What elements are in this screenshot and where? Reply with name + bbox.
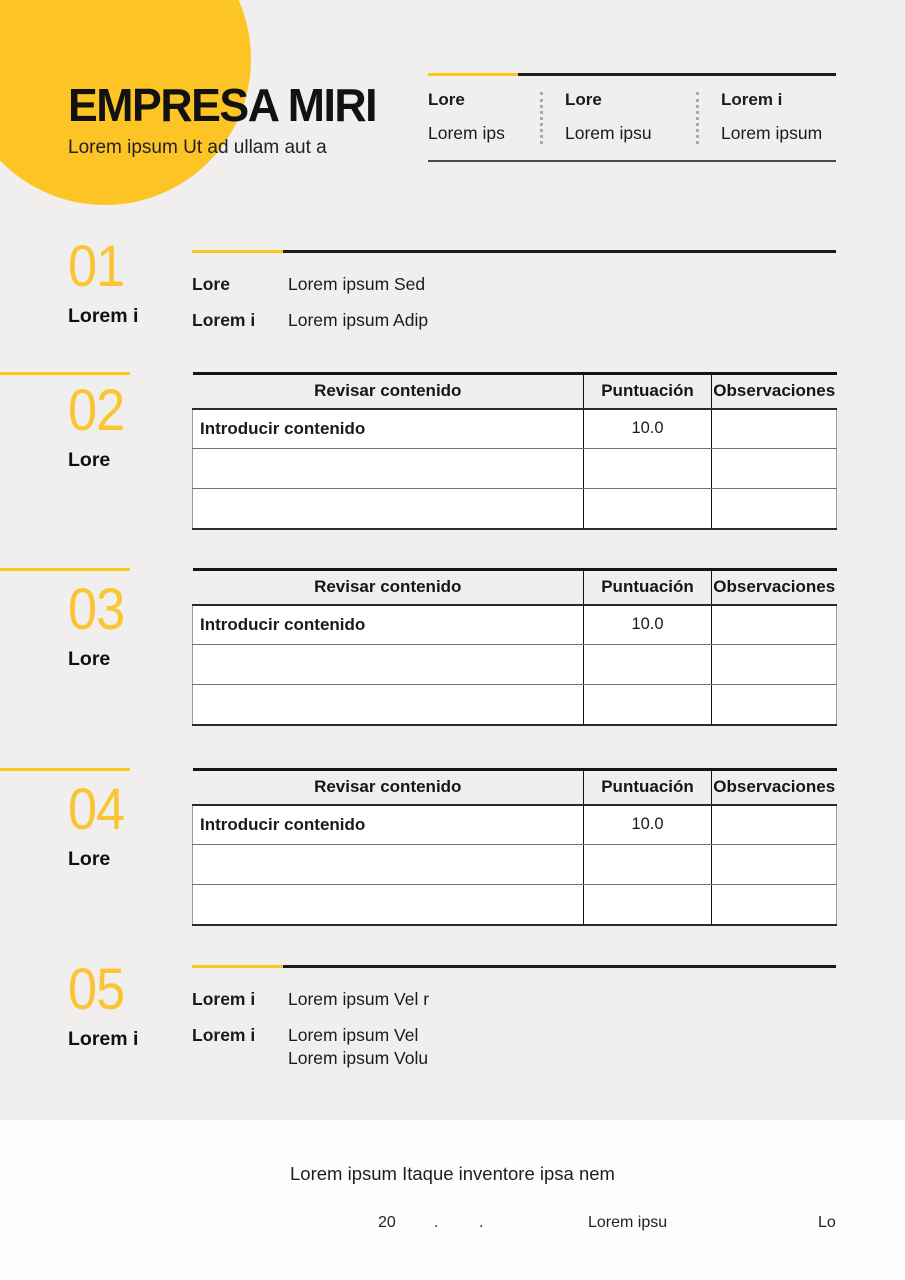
header-info-block — [428, 73, 836, 162]
content-cell[interactable] — [193, 845, 584, 885]
field-label: Lorem i — [192, 309, 256, 330]
footer-meta-row — [0, 1214, 905, 1234]
field-label: Lorem i — [192, 989, 256, 1009]
evaluation-table — [192, 372, 837, 530]
field-row — [192, 1024, 836, 1071]
table-header-revisar: Revisar contenido — [193, 570, 584, 605]
evaluation-table — [192, 568, 837, 726]
section-03-table — [192, 568, 836, 726]
field-label: Lore — [192, 274, 230, 294]
field-label: Lorem i — [192, 1024, 256, 1045]
section-number: 01 — [68, 234, 125, 299]
header-info-label: Lorem i — [721, 90, 783, 109]
section-02-sidebar — [68, 378, 131, 472]
header-info-value: Lorem ipsu — [565, 123, 652, 143]
content-cell[interactable] — [193, 449, 584, 489]
section-04-sidebar — [68, 777, 131, 871]
table-row — [193, 885, 837, 925]
field-row — [192, 273, 836, 297]
section-03-divider — [0, 568, 130, 571]
section-01-sidebar — [68, 234, 139, 328]
table-row — [193, 805, 837, 845]
section-name: Lore — [68, 847, 111, 870]
score-cell[interactable] — [584, 885, 712, 925]
table-header-puntuacion: Puntuación — [584, 770, 712, 805]
score-cell[interactable] — [584, 449, 712, 489]
observations-cell[interactable] — [712, 805, 837, 845]
section-rule-accent — [192, 250, 283, 253]
section-04-table — [192, 768, 836, 926]
observations-cell[interactable] — [712, 645, 837, 685]
header-info-columns — [428, 76, 836, 162]
table-header-puntuacion: Puntuación — [584, 374, 712, 409]
observations-cell[interactable] — [712, 885, 837, 925]
table-header-observaciones: Observaciones — [712, 374, 837, 409]
table-header-revisar: Revisar contenido — [193, 374, 584, 409]
section-02-divider — [0, 372, 130, 375]
score-cell[interactable] — [584, 645, 712, 685]
section-rule-accent — [192, 965, 283, 968]
table-header-row — [193, 374, 837, 409]
content-cell[interactable]: Introducir contenido — [193, 409, 584, 449]
header-info-label: Lore — [565, 90, 602, 109]
section-02-table — [192, 372, 836, 530]
table-row — [193, 845, 837, 885]
table-row — [193, 605, 837, 645]
section-number: 03 — [68, 577, 125, 642]
observations-cell[interactable] — [712, 605, 837, 645]
footer-meta-year: 20 — [378, 1214, 396, 1231]
section-number: 02 — [68, 378, 125, 443]
table-header-revisar: Revisar contenido — [193, 770, 584, 805]
table-row — [193, 409, 837, 449]
content-cell[interactable]: Introducir contenido — [193, 605, 584, 645]
field-value — [288, 1024, 428, 1071]
table-header-row — [193, 770, 837, 805]
brand-block — [68, 79, 386, 159]
section-name: Lore — [68, 448, 111, 471]
field-value-line: Lorem ipsum Volu — [288, 1048, 429, 1069]
section-rule — [192, 965, 836, 968]
score-cell[interactable]: 10.0 — [584, 409, 712, 449]
footer-meta-dot: . — [479, 1214, 484, 1231]
header-info-label: Lore — [428, 90, 465, 109]
content-cell[interactable] — [193, 685, 584, 725]
field-value: Lorem ipsum Sed — [288, 274, 426, 294]
section-03-sidebar — [68, 577, 131, 671]
field-value-line: Lorem ipsum Vel — [288, 1024, 419, 1045]
header-info-value: Lorem ipsum — [721, 123, 823, 143]
footer-meta-label: Lo — [818, 1214, 836, 1231]
section-rule — [192, 250, 836, 253]
score-cell[interactable] — [584, 845, 712, 885]
footer-note: Lorem ipsum Itaque inventore ipsa nem — [290, 1163, 615, 1184]
header-info-value: Lorem ips — [428, 123, 505, 143]
footer-meta-label: Lorem ipsu — [588, 1214, 668, 1231]
table-header-observaciones: Observaciones — [712, 570, 837, 605]
observations-cell[interactable] — [712, 449, 837, 489]
footer-meta-dot: . — [434, 1214, 439, 1231]
section-name: Lorem i — [68, 304, 139, 327]
field-rows — [192, 968, 836, 1071]
observations-cell[interactable] — [712, 409, 837, 449]
field-rows — [192, 253, 836, 332]
score-cell[interactable] — [584, 489, 712, 529]
field-row — [192, 988, 836, 1012]
section-name: Lorem i — [68, 1027, 139, 1050]
section-name: Lore — [68, 647, 111, 670]
table-header-observaciones: Observaciones — [712, 770, 837, 805]
score-cell[interactable] — [584, 685, 712, 725]
observations-cell[interactable] — [712, 685, 837, 725]
content-cell[interactable] — [193, 885, 584, 925]
score-cell[interactable]: 10.0 — [584, 805, 712, 845]
page-title: EMPRESA MIRI — [68, 79, 377, 131]
section-05-fields — [192, 965, 836, 1071]
section-01-fields — [192, 250, 836, 332]
header-info-item — [721, 90, 836, 144]
content-cell[interactable] — [193, 645, 584, 685]
evaluation-table — [192, 768, 837, 926]
dotted-divider — [696, 92, 699, 144]
dotted-divider — [540, 92, 543, 144]
table-row — [193, 685, 837, 725]
section-number: 04 — [68, 777, 125, 842]
field-value: Lorem ipsum Vel r — [288, 989, 430, 1009]
header-top-rule-accent — [428, 73, 518, 76]
observations-cell[interactable] — [712, 845, 837, 885]
content-cell[interactable]: Introducir contenido — [193, 805, 584, 845]
score-cell[interactable]: 10.0 — [584, 605, 712, 645]
field-value: Lorem ipsum Adip — [288, 309, 429, 330]
table-header-puntuacion: Puntuación — [584, 570, 712, 605]
table-row — [193, 489, 837, 529]
table-row — [193, 645, 837, 685]
table-header-row — [193, 570, 837, 605]
header-info-item — [565, 90, 696, 144]
field-row — [192, 309, 836, 333]
section-05-sidebar — [68, 957, 139, 1051]
content-cell[interactable] — [193, 489, 584, 529]
header-info-item — [428, 90, 540, 144]
section-04-divider — [0, 768, 130, 771]
section-number: 05 — [68, 957, 125, 1022]
observations-cell[interactable] — [712, 489, 837, 529]
page-subtitle: Lorem ipsum Ut ad ullam aut a — [68, 137, 327, 158]
header-top-rule — [428, 73, 836, 76]
table-row — [193, 449, 837, 489]
footer-band — [0, 1120, 905, 1280]
